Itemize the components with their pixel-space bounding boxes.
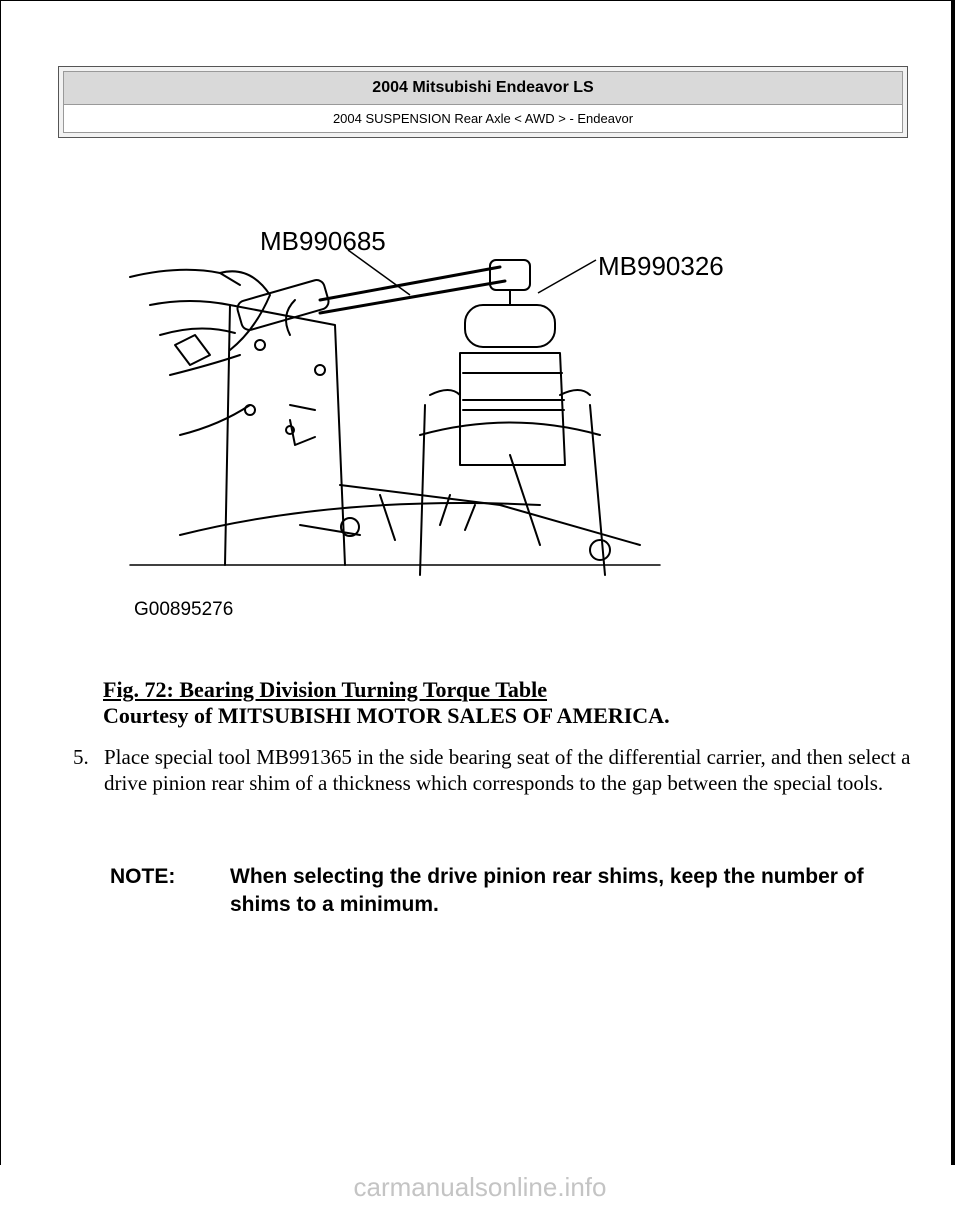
note-text: When selecting the drive pinion rear shims, keep the number of shims to a minimum. <box>230 865 864 916</box>
callout-label-1: MB990685 <box>260 226 386 256</box>
site-watermark: carmanualsonline.info <box>353 1172 607 1202</box>
vehicle-title: 2004 Mitsubishi Endeavor LS <box>64 72 902 105</box>
figure-courtesy: Courtesy of MITSUBISHI MOTOR SALES OF AMERICA. <box>103 703 670 728</box>
note-label: NOTE: <box>110 865 176 888</box>
tool-illustration <box>120 205 760 635</box>
step-text: Place special tool MB991365 in the side bearing seat of the differential carrier, and then select a drive pinion rear shim of a thickness which corresponds to the gap between the special tools. <box>104 745 911 795</box>
figure-title-link[interactable]: Fig. 72: Bearing Division Turning Torque Table <box>103 677 548 702</box>
figure-caption <box>103 677 670 729</box>
header-inner <box>63 71 903 133</box>
step-number: 5. <box>73 745 89 769</box>
document-header <box>58 66 908 138</box>
page-edge-rule <box>951 0 955 1165</box>
callout-label-2: MB990326 <box>598 251 724 281</box>
section-title: 2004 SUSPENSION Rear Axle < AWD > - Endeavor <box>332 111 634 126</box>
figure-code: G00895276 <box>134 599 234 620</box>
